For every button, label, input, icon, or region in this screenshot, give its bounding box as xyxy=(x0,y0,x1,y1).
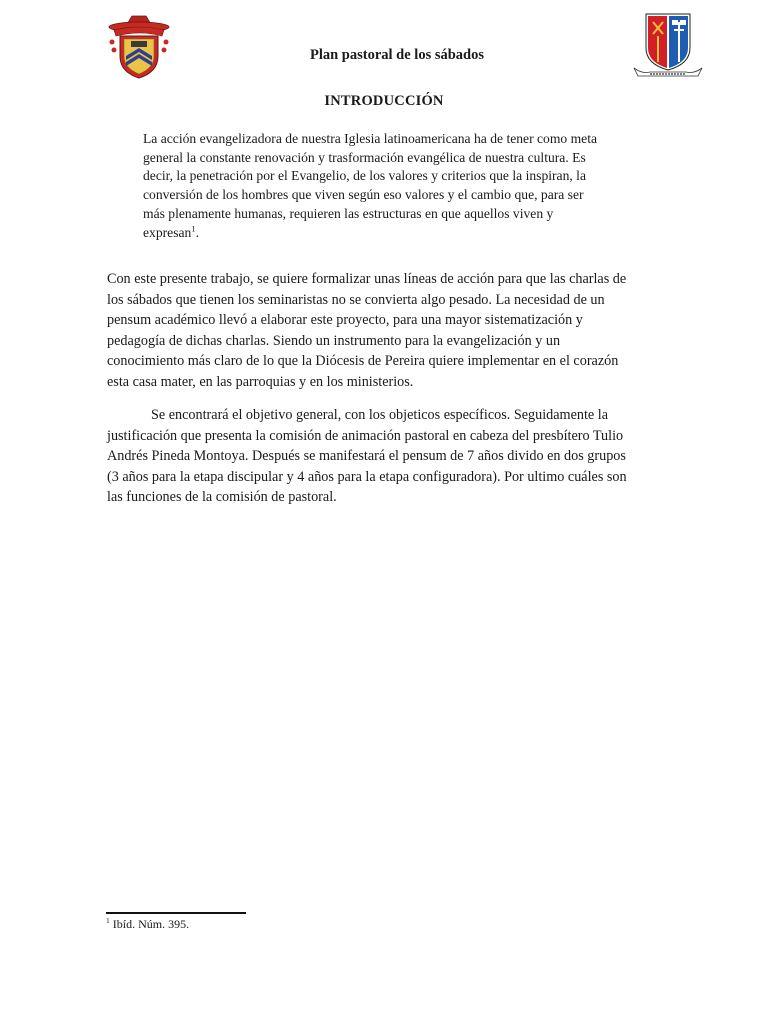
section-heading-introduccion: INTRODUCCIÓN xyxy=(324,93,444,109)
footnote-text: Ibíd. Núm. 395. xyxy=(109,917,190,931)
block-quote xyxy=(143,130,603,242)
footnote-number: 1 xyxy=(106,916,110,925)
document-header-title: Plan pastoral de los sábados xyxy=(309,47,485,63)
body-paragraph: Con este presente trabajo, se quiere formalizar unas líneas de acción para que las charlas de los sábados que tienen los seminaristas no se convierta algo pesado. La necesidad de un pensum académico llevó a elaborar este proyecto, para una mayor sistematización y pedagogía de dichas charlas. Siendo un instrumento para la evangelización y un conocimiento más claro de lo que la Diócesis de Pereira quiere implementar en el corazón esta casa mater, en las parroquias y en los ministerios. xyxy=(107,271,627,390)
diocesan-coat-of-arms-icon xyxy=(104,12,174,80)
footnote-separator xyxy=(106,912,246,914)
seminary-shield-icon xyxy=(632,10,704,78)
body-paragraph: Se encontrará el objetivo general, con los objeticos específicos. Seguidamente la justificación que presenta la comisión de animación pastoral en cabeza del presbítero Tulio Andrés Pineda Montoya. Después se manifestará el pensum de 7 años divido en dos grupos (3 años para la etapa discipular y 4 años para la etapa configuradora). Por ultimo cuáles son las funciones de la comisión de pastoral. xyxy=(107,407,627,506)
quote-text: La acción evangelizadora de nuestra Iglesia latinoamericana ha de tener como meta general la constante renovación y trasformación evangélica de nuestra cultura. Es decir, la penetración por el Evangelio, de los valores y criterios que la inspiran, la conversión de los hombres que viven según eso valores y el cambio que, para ser más plenamente humanas, requieren las estructuras en que aquellos viven y expresan xyxy=(143,131,598,240)
quote-end-punctuation: . xyxy=(195,224,199,240)
footnote-reference[interactable]: 1 xyxy=(191,222,196,233)
footnote xyxy=(106,917,189,932)
